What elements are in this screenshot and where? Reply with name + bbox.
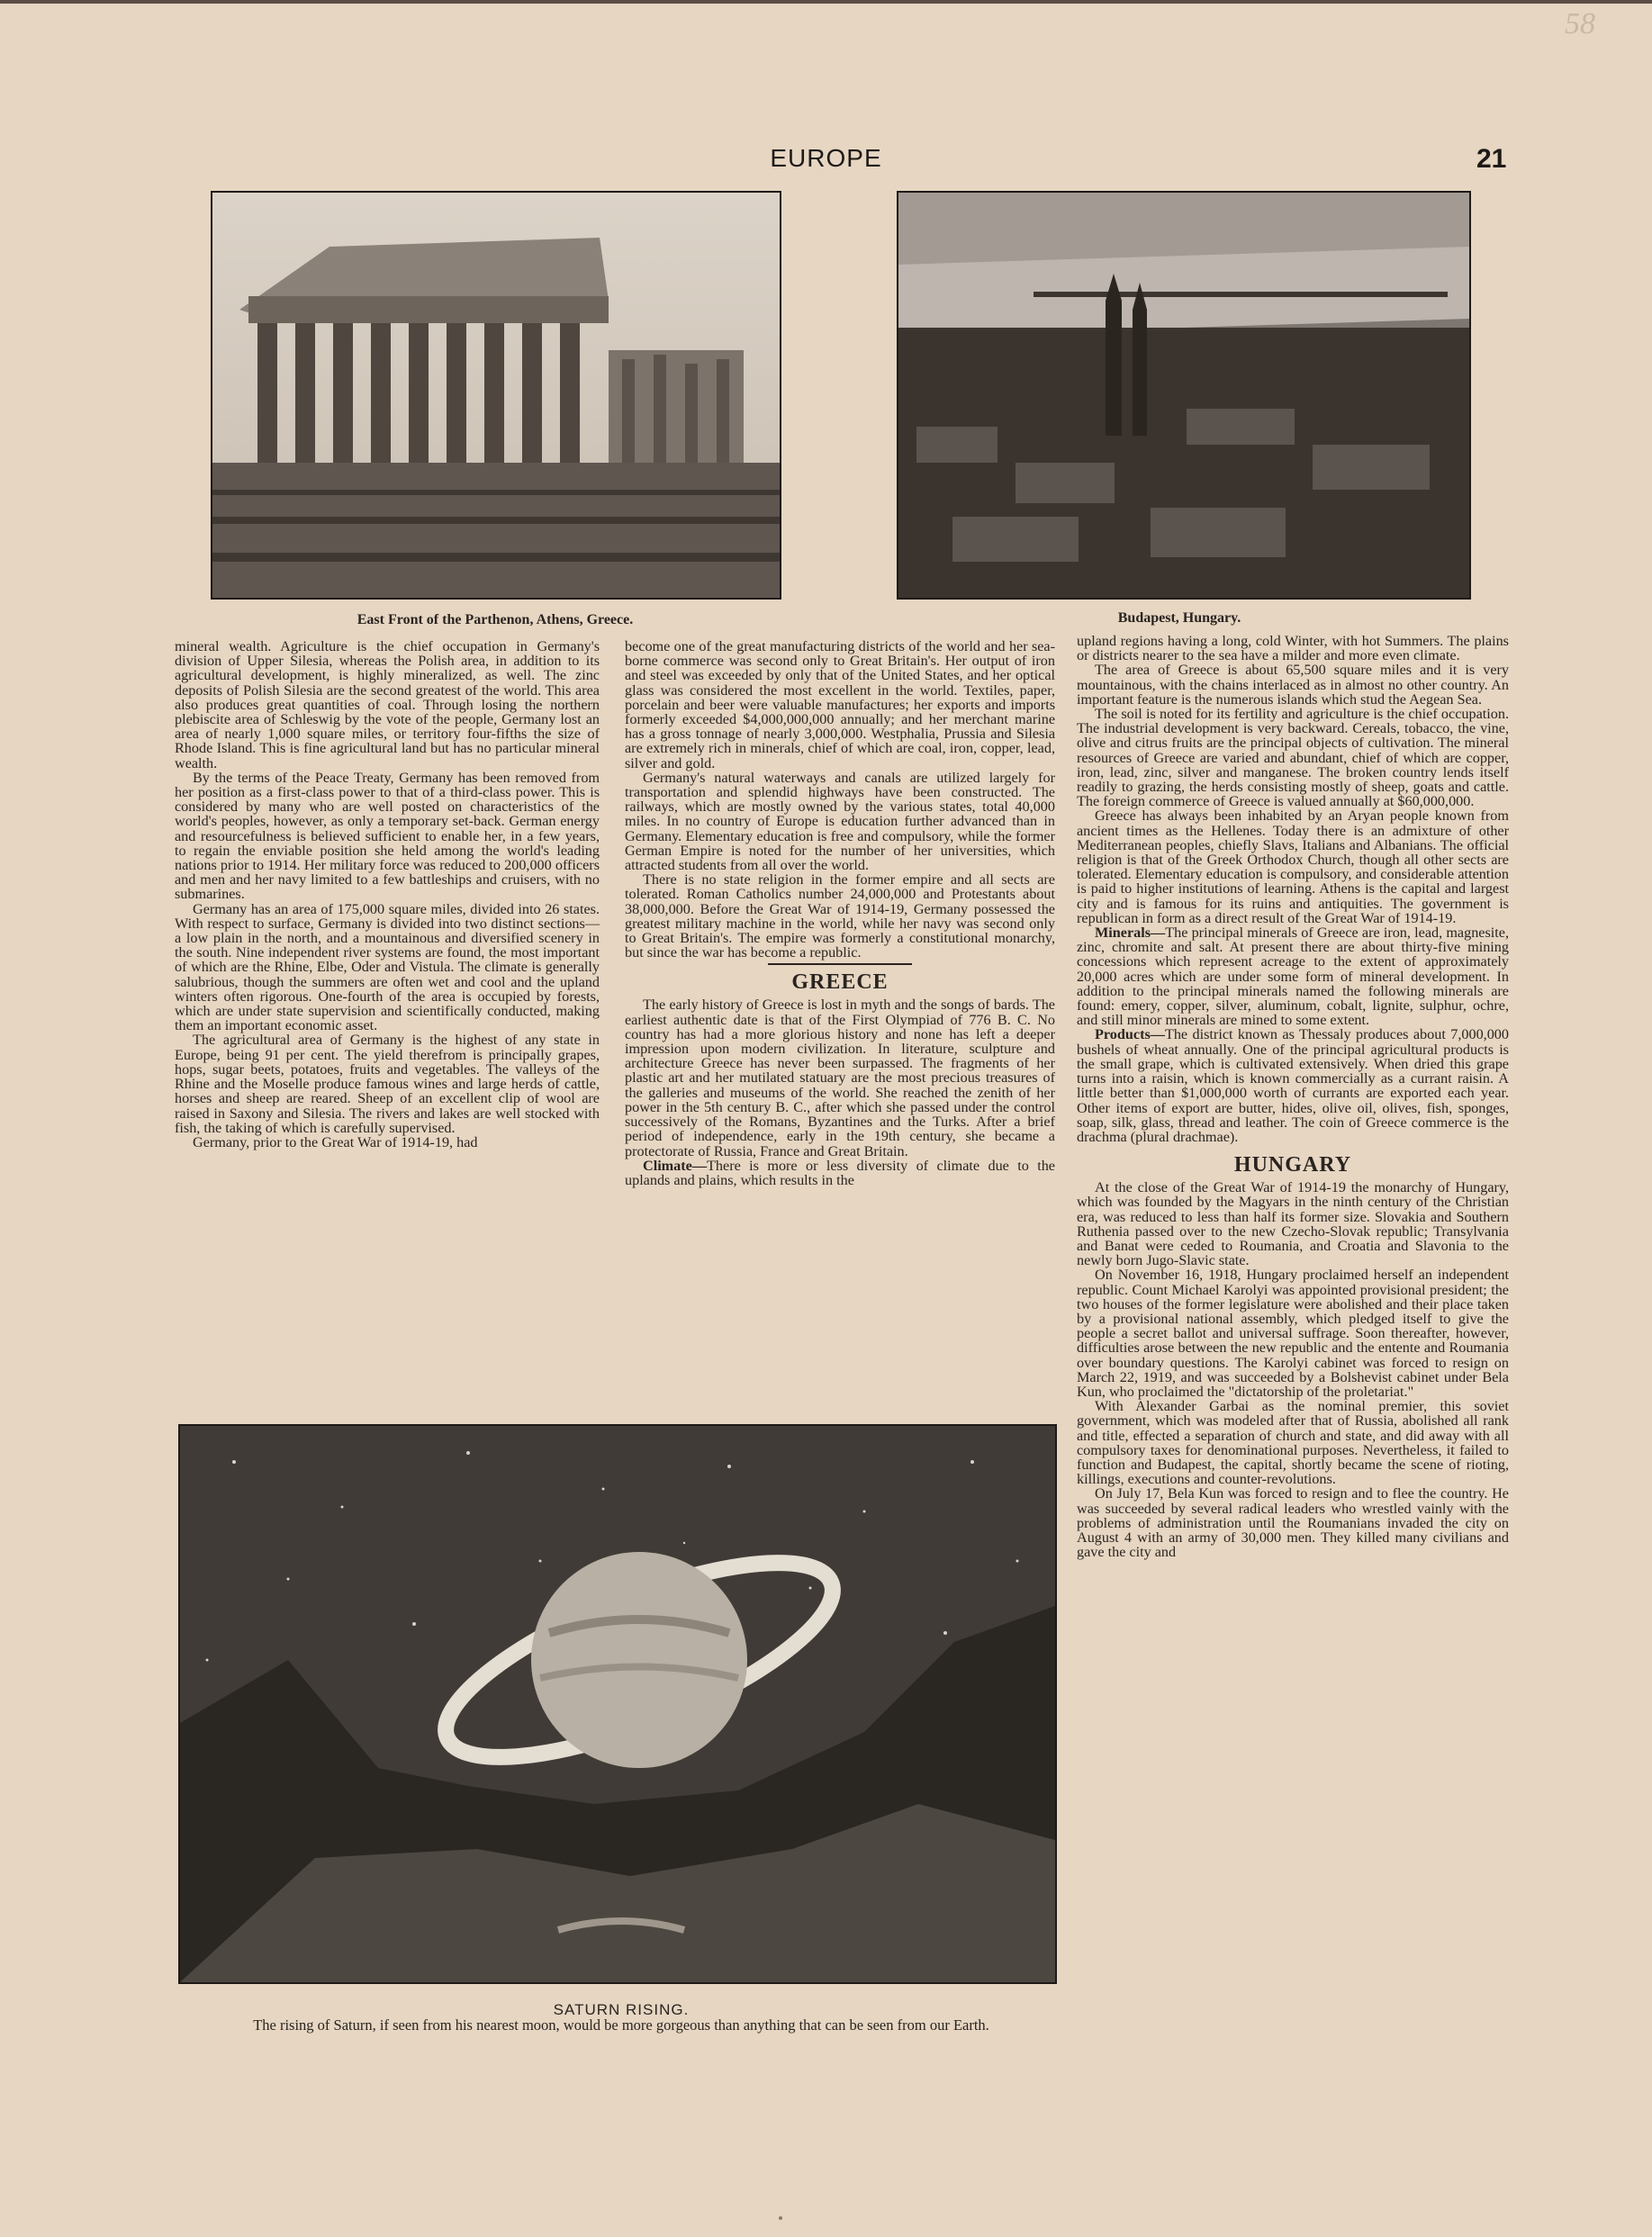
saturn-title: SATURN RISING. bbox=[553, 2001, 690, 2018]
parthenon-photo bbox=[211, 191, 781, 600]
col3-paragraph-9: With Alexander Garbai as the nominal premier, this soviet government, which was modeled after that of Russia, abolished all rank and title, effected a separation of church and state, and did away with all compulsory taxes for denominational purposes. Nevertheless, it failed to function and Budapest, the capital, shortly became the scene of rioting, killings, executions and counter-revolutions. bbox=[1077, 1398, 1509, 1488]
col2-paragraph-2: Germany's natural waterways and canals are utilized largely for transportation and splendid highways have been constructed. The railways, which are mostly owned by the various states, total 40,000 miles. In no country of Europe is education further advanced than in Germany. Elementary education is free and compulsory, while the former German Empire is noted for the number of her universities, which attracted students from all over the world. bbox=[625, 769, 1055, 874]
climate-label: Climate— bbox=[643, 1157, 708, 1174]
col3-paragraph-5 bbox=[1077, 925, 1509, 1027]
col1-paragraph-5: Germany, prior to the Great War of 1914-19, had bbox=[193, 1133, 478, 1150]
saturn-caption bbox=[180, 2002, 1062, 2033]
col2-paragraph-4: The early history of Greece is lost in myth and the songs of bards. The earliest authentic date is that of the First Olympiad of 776 B. C. No country has had a more glorious history and none has left a deeper impression upon modern civilization. In literature, sculpture and architecture Greece has never been surpassed. The fragments of her plastic art and her mutilated statuary are the most precious treasures of the galleries and museums of the world. She reached the zenith of her power in the 5th century B. C., after which she passed under the control successively of the Romans, Byzantines and the Turks. After a brief period of independence, early in the 19th century, she became a protectorate of Russia, France and Great Britain. bbox=[625, 997, 1055, 1159]
page-number: 21 bbox=[1476, 144, 1507, 174]
col2-paragraph-3: There is no state religion in the former empire and all sects are tolerated. Roman Catholics number 24,000,000 and Protestants about 38,000,000. Before the Great War of 1914-19, Germany possessed the greatest military machine in the world, while her navy was second only to Great Britain's. The empire was formerly a constitutional monarchy, but since the war has become a republic. bbox=[625, 871, 1055, 961]
hungary-heading: HUNGARY bbox=[1233, 1153, 1352, 1177]
col3-paragraph-4: Greece has always been inhabited by an Aryan people known from ancient times as the Hellenes. Today there is an admixture of other Mediterranean peoples, chiefly Slavs, Italians and Albanians. The official religion is that of the Greek Orthodox Church, though all other sects are tolerated. Elementary education is compulsory, and considerable attention is paid to higher institutions of learning. Athens is the capital and largest city and is famous for its ruins and antiquities. The government is republican in form as a direct result of the Great War of 1914-19. bbox=[1077, 807, 1509, 926]
section-rule bbox=[768, 963, 912, 965]
col3-paragraph-2: The area of Greece is about 65,500 square miles and it is very mountainous, with the chains interlaced as in almost no other country. An important feature is the numerous islands which stud the Aegean Sea. bbox=[1077, 662, 1509, 708]
corner-page-mark: 58 bbox=[1565, 7, 1595, 41]
greece-heading: GREECE bbox=[791, 970, 889, 995]
climate-text: There is more or less diversity of climate due to the uplands and plains, which results in the bbox=[625, 1157, 1055, 1188]
page-top-edge bbox=[0, 0, 1652, 4]
parthenon-caption: East Front of the Parthenon, Athens, Greece. bbox=[357, 612, 634, 627]
col2-paragraph-1: become one of the great manufacturing districts of the world and her sea-borne commerce was second only to Great Britain's. Her output of iron and steel was exceeded by only that of the United States, and her optical glass was considered the most excellent in the world. Textiles, paper, porcelain and beer were valuable manufactures; her exports and imports formerly exceeded $4,000,000,000 annually; and her merchant marine has a gross tonnage of nearly 3,000,000. Westphalia, Prussia and Silesia are extremely rich in minerals, chief of which are coal, iron, copper, lead, silver and gold. bbox=[625, 638, 1055, 771]
saturn-caption-text: The rising of Saturn, if seen from his nearest moon, would be more gorgeous than anything that can be seen from our Earth. bbox=[253, 2016, 989, 2034]
saturn-illustration bbox=[178, 1424, 1057, 1984]
col3-paragraph-10: On July 17, Bela Kun was forced to resign and to flee the country. He was succeeded by several radical leaders who wrestled vainly with the problems of administration until the Roumanians invaded the city on August 4 with an army of 30,000 men. They killed many civilians and gave the city and bbox=[1077, 1485, 1509, 1561]
column-1 bbox=[175, 639, 600, 1150]
minerals-label: Minerals— bbox=[1095, 925, 1166, 942]
running-head: EUROPE bbox=[770, 144, 882, 172]
col3-paragraph-6 bbox=[1077, 1027, 1509, 1144]
col2-paragraph-5 bbox=[625, 1159, 1055, 1187]
col3-paragraph-3: The soil is noted for its fertility and agriculture is the chief occupation. The industrial development is very backward. Cereals, tobacco, the vine, olive and citrus fruits are the principal objects of cultivation. The mineral resources of Greece are varied and abundant, chief of which are copper, iron, lead, zinc, silver and manganese. The broken country lends itself readily to grazing, the herds consisting mostly of sheep, goats and cattle. The foreign commerce of Greece is valued annually at $60,000,000. bbox=[1077, 706, 1509, 810]
col3-paragraph-8: On November 16, 1918, Hungary proclaimed herself an independent republic. Count Michael Karolyi was appointed provisional president; the two houses of the former legislature were abolished and their place taken by a provisional national assembly, which pledged itself to give the people a secret ballot and universal suffrage. Soon thereafter, however, difficulties arose between the new republic and the entente and Roumania over boundary questions. The Karolyi cabinet was forced to resign on March 22, 1919, and was succeeded by a Bolshevist cabinet under Bela Kun, who proclaimed the "dictatorship of the proletariat." bbox=[1077, 1267, 1509, 1400]
fold-mark bbox=[779, 2216, 782, 2220]
col1-paragraph-4: The agricultural area of Germany is the highest of any state in Europe, being 91 per cent. The yield therefrom is principally grapes, hops, sugar beets, potatoes, fruits and vegetables. The valleys of the Rhine and the Moselle produce famous wines and large herds of cattle, horses and sheep are reared. Sheep of an excellent clip of wool are raised in Saxony and Silesia. The rivers and lakes are well stocked with fish, the taking of which is carefully supervised. bbox=[175, 1032, 600, 1136]
col1-paragraph-3: Germany has an area of 175,000 square miles, divided into 26 states. With respect to surface, Germany is divided into two distinct sections—a low plain in the north, and a mountainous and diversified scenery in the south. Nine independent river systems are found, the most important of which are the Rhine, Elbe, Oder and Vistula. The climate is generally salubrious, though the summers are often wet and cool and the upland winters often rigorous. One-fourth of the area is occupied by forests, which are under state supervision and scientifically conducted, making them an important economic asset. bbox=[175, 900, 600, 1034]
col3-paragraph-1: upland regions having a long, cold Winter, with hot Summers. The plains or districts nearer to the sea have a milder and more even climate. bbox=[1077, 633, 1509, 664]
budapest-photo bbox=[897, 191, 1471, 600]
column-2 bbox=[625, 639, 1055, 1187]
minerals-text: The principal minerals of Greece are iron, lead, magnesite, zinc, chromite and salt. At present there are about thirty-five mining concessions which represent acreage to the extent of approximately 20,000 acres which are under some form of mineral development. In addition to the principal minerals named the following minerals are found: emery, copper, silver, aluminum, cobalt, lignite, sulphur, ochre, and still minor minerals are mined to some extent. bbox=[1077, 925, 1509, 1029]
budapest-caption: Budapest, Hungary. bbox=[1117, 610, 1241, 626]
col1-paragraph-2: By the terms of the Peace Treaty, Germany has been removed from her position as a first-class power to that of a third-class power. This is considered by many who are well posted on characteristics of the world's peoples, however, as only a temporary set-back. German energy and resourcefulness is believed sufficient to enable her, in a few years, to regain the enviable position she held among the world's leading nations prior to 1914. Her military force was reduced to 200,000 officers and men and her navy limited to a few battleships and cruisers, with no submarines. bbox=[175, 769, 600, 903]
products-label: Products— bbox=[1095, 1026, 1165, 1043]
col3-paragraph-7: At the close of the Great War of 1914-19 the monarchy of Hungary, which was founded by the Magyars in the ninth century of the Christian era, was reduced to less than half its former size. Slovakia and Southern Ruthenia passed over to the new Czecho-Slovak republic; Transylvania and Banat were ceded to Roumania, and Croatia and Slavonia to the newly born Jugo-Slavic state. bbox=[1077, 1179, 1509, 1269]
column-3 bbox=[1077, 634, 1509, 1559]
products-text: The district known as Thessaly produces about 7,000,000 bushels of wheat annually. One of the principal agricultural products is the small grape, which is cultivated extensively. When dried this grape turns into a raisin, which is known commercially as a currant raisin. A little better than $1,000,000 worth of currants are exported each year. Other items of export are butter, hides, olive oil, olives, fish, sponges, soap, silk, glass, thread and leather. The coin of Greece commerce is the drachma (plural drachmae). bbox=[1077, 1026, 1509, 1145]
col1-paragraph-1: mineral wealth. Agriculture is the chief occupation in Germany's division of Upper Silesia, whereas the Polish area, in addition to its agricultural development, is highly mineralized, as well. The zinc deposits of Polish Silesia are the second greatest of the world. This area also produces great quantities of coal. Through losing the northern plebiscite area of Schleswig by the vote of the people, Germany lost an area of nearly 1,000 square miles, or territory four-fifths the size of Rhode Island. This is fine agricultural land but has no particular mineral wealth. bbox=[175, 638, 600, 771]
